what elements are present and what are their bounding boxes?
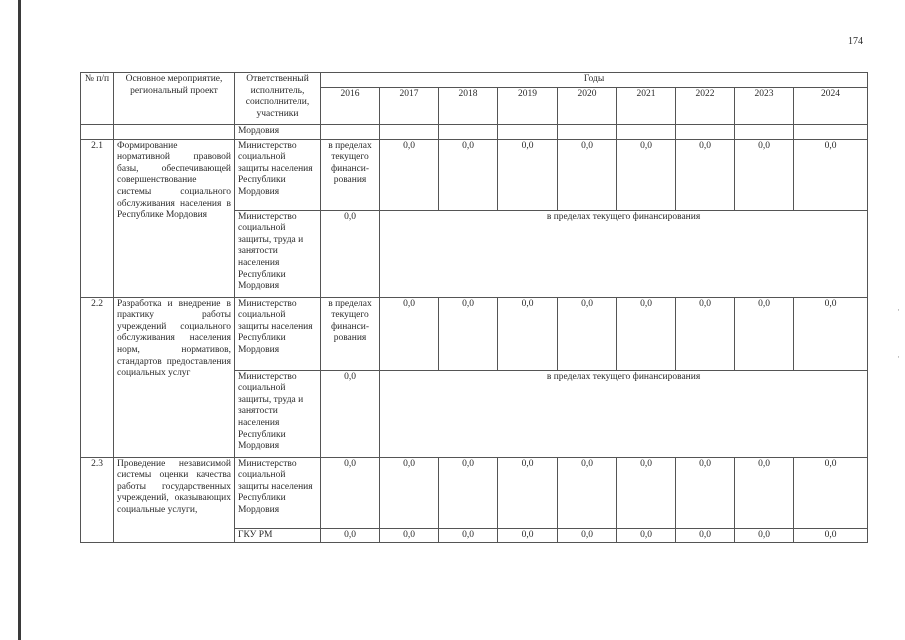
- year-value: 0,0: [439, 528, 498, 543]
- merged-financing-note: в пределах текущего финансирования: [380, 370, 868, 457]
- executor-name: Министерство социальной защиты населения Республики Мордовия: [235, 457, 321, 528]
- value-2016: 0,0: [321, 528, 380, 543]
- carry-over-year-cell: [321, 125, 380, 140]
- year-value: 0,0: [498, 528, 558, 543]
- executor-name: Министерство социальной защиты населения Республики Мордовия: [235, 139, 321, 210]
- executor-name: ГКУ РМ: [235, 528, 321, 543]
- year-value: 0,0: [735, 457, 794, 528]
- activity-name: Проведение независимой системы оценки качества работы государственных учреждений, оказывающих социальные услуги,: [114, 457, 235, 543]
- year-value: 0,0: [735, 297, 794, 370]
- year-value: 0,0: [676, 297, 735, 370]
- year-value: 0,0: [735, 528, 794, 543]
- year-value: 0,0: [498, 139, 558, 210]
- row-num: 2.1: [81, 139, 114, 297]
- value-2016: в пределах текущего финанси-рования: [321, 139, 380, 210]
- year-value: 0,0: [558, 528, 617, 543]
- year-value: 0,0: [794, 297, 868, 370]
- carry-over-year-cell: [735, 125, 794, 140]
- executor-name: Министерство социальной защиты населения Республики Мордовия: [235, 297, 321, 370]
- year-value: 0,0: [617, 139, 676, 210]
- carry-over-year-cell: [617, 125, 676, 140]
- year-value: 0,0: [676, 528, 735, 543]
- year-value: 0,0: [380, 139, 439, 210]
- header-year: 2021: [617, 88, 676, 125]
- executor-name: Министерство социальной защиты, труда и занятости населения Республики Мордовия: [235, 370, 321, 457]
- carry-over-year-cell: [558, 125, 617, 140]
- header-year: 2017: [380, 88, 439, 125]
- year-value: 0,0: [617, 457, 676, 528]
- carry-over-year-cell: [498, 125, 558, 140]
- header-year: 2024: [794, 88, 868, 125]
- year-value: 0,0: [380, 528, 439, 543]
- year-value: 0,0: [794, 139, 868, 210]
- carry-over-year-cell: [439, 125, 498, 140]
- program-activities-table: [80, 72, 868, 543]
- year-value: 0,0: [439, 297, 498, 370]
- header-activity: Основное мероприятие, региональный проект: [114, 73, 235, 125]
- carry-over-executor: Мордовия: [235, 125, 321, 140]
- year-value: 0,0: [439, 457, 498, 528]
- year-value: 0,0: [794, 528, 868, 543]
- scan-mark: ·: [897, 305, 900, 315]
- table-row: [81, 297, 868, 370]
- header-year: 2018: [439, 88, 498, 125]
- value-2016: 0,0: [321, 210, 380, 297]
- year-value: 0,0: [498, 457, 558, 528]
- year-value: 0,0: [439, 139, 498, 210]
- value-2016: в пределах текущего финанси-рования: [321, 297, 380, 370]
- year-value: 0,0: [735, 139, 794, 210]
- table-row: [81, 139, 868, 210]
- activity-name: Разработка и внедрение в практику работы учреждений социального обслуживания населения норм, нормативов, стандартов предоставления социальных услуг: [114, 297, 235, 457]
- merged-financing-note: в пределах текущего финансирования: [380, 210, 868, 297]
- year-value: 0,0: [558, 139, 617, 210]
- header-year: 2023: [735, 88, 794, 125]
- header-years-group: Годы: [321, 73, 868, 88]
- executor-name: Министерство социальной защиты, труда и занятости населения Республики Мордовия: [235, 210, 321, 297]
- year-value: 0,0: [558, 297, 617, 370]
- year-value: 0,0: [617, 528, 676, 543]
- carry-over-activity: [114, 125, 235, 140]
- year-value: 0,0: [380, 297, 439, 370]
- row-num: 2.2: [81, 297, 114, 457]
- carry-over-year-cell: [380, 125, 439, 140]
- row-num: 2.3: [81, 457, 114, 543]
- year-value: 0,0: [498, 297, 558, 370]
- year-value: 0,0: [676, 139, 735, 210]
- value-2016: 0,0: [321, 370, 380, 457]
- scan-mark: ·: [897, 352, 900, 362]
- value-2016: 0,0: [321, 457, 380, 528]
- header-year: 2022: [676, 88, 735, 125]
- header-num: № п/п: [81, 73, 114, 125]
- header-year: 2016: [321, 88, 380, 125]
- carry-over-year-cell: [794, 125, 868, 140]
- carry-over-num: [81, 125, 114, 140]
- header-executor: Ответственный исполнитель, соисполнители, участники: [235, 73, 321, 125]
- year-value: 0,0: [558, 457, 617, 528]
- page-edge-bar: [18, 0, 21, 640]
- year-value: 0,0: [617, 297, 676, 370]
- year-value: 0,0: [676, 457, 735, 528]
- header-year: 2020: [558, 88, 617, 125]
- year-value: 0,0: [380, 457, 439, 528]
- carry-over-year-cell: [676, 125, 735, 140]
- page-number: 174: [848, 36, 863, 47]
- header-year: 2019: [498, 88, 558, 125]
- year-value: 0,0: [794, 457, 868, 528]
- table-row: [81, 457, 868, 528]
- activity-name: Формирование нормативной правовой базы, обеспечивающей совершенствование системы социального обслуживания населения в Республике Мордовия: [114, 139, 235, 297]
